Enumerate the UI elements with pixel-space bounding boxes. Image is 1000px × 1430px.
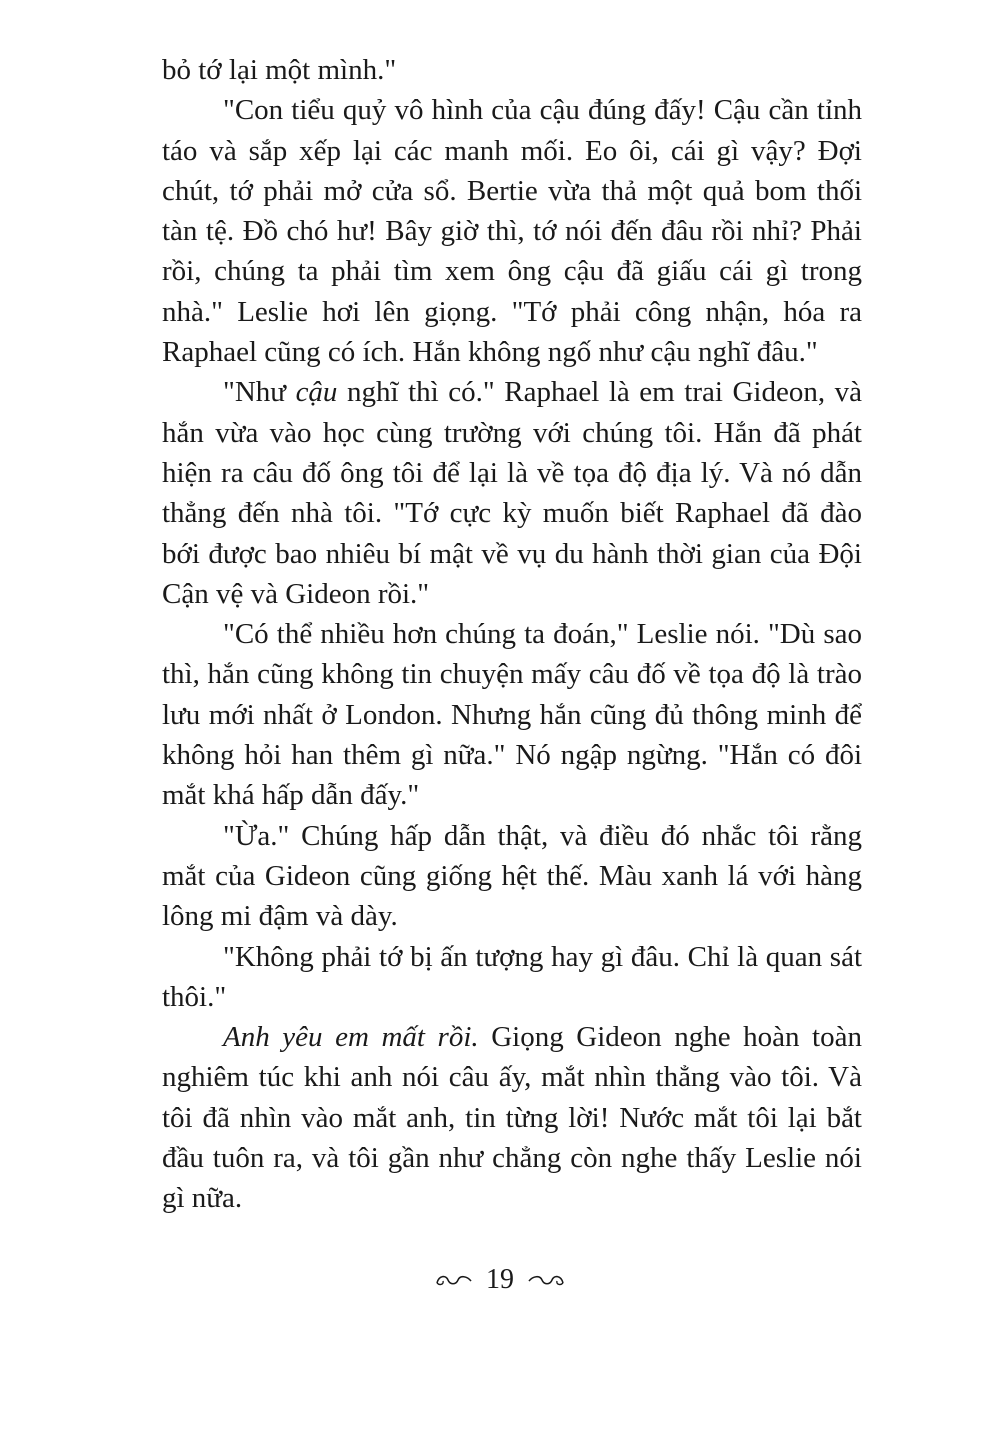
text-run: Giọng Gideon nghe hoàn toàn nghiêm túc khi anh nói câu ấy, mắt nhìn thẳng vào tôi. Và tôi đã nhìn vào mắt anh, tin từng lời! Nước mắt tôi lại bắt đầu tuôn ra, và tôi gần như chẳng còn nghe thấy Leslie nói gì nữa.	[162, 1021, 862, 1215]
text-run: bỏ tớ lại một mình."	[162, 54, 397, 86]
page-number: 19	[486, 1263, 514, 1295]
text-run: "Ừa." Chúng hấp dẫn thật, và điều đó nhắc tôi rằng mắt của Gideon cũng giống hệt thế. Màu xanh lá với hàng lông mi đậm và dày.	[162, 819, 862, 933]
paragraph	[162, 1017, 862, 1218]
paragraph	[162, 90, 862, 372]
swirl-ornament-right-icon	[526, 1272, 566, 1288]
paragraph	[162, 50, 862, 90]
text-run: "Có thể nhiều hơn chúng ta đoán," Leslie nói. "Dù sao thì, hắn cũng không tin chuyện mấy câu đố về tọa độ là trào lưu mới nhất ở London. Nhưng hắn cũng đủ thông minh để không hỏi han thêm gì nữa." Nó ngập ngừng. "Hắn có đôi mắt khá hấp dẫn đấy."	[162, 618, 862, 812]
body-text	[162, 50, 862, 1219]
paragraph	[162, 614, 862, 815]
text-run: "Không phải tớ bị ấn tượng hay gì đâu. Chỉ là quan sát thôi."	[162, 940, 862, 1013]
text-run: "Con tiểu quỷ vô hình của cậu đúng đấy! Cậu cần tỉnh táo và sắp xếp lại các manh mối. Eo ôi, cái gì vậy? Đợi chút, tớ phải mở cửa sổ. Bertie vừa thả một quả bom thối tàn tệ. Đồ chó hư! Bây giờ thì, tớ nói đến đâu rồi nhỉ? Phải rồi, chúng ta phải tìm xem ông cậu đã giấu cái gì trong nhà." Leslie hơi lên giọng. "Tớ phải công nhận, hóa ra Raphael cũng có ích. Hắn không ngố như cậu nghĩ đâu."	[162, 94, 862, 369]
paragraph	[162, 372, 862, 614]
text-run: "Như	[223, 376, 296, 409]
swirl-ornament-left-icon	[434, 1272, 474, 1288]
italic-text-run: cậu	[295, 376, 338, 409]
paragraph	[162, 937, 862, 1018]
paragraph	[162, 816, 862, 937]
italic-text-run: Anh yêu em mất rồi.	[223, 1021, 479, 1054]
text-run: nghĩ thì có." Raphael là em trai Gideon, và hắn vừa vào học cùng trường với chúng tôi. Hắn đã phát hiện ra câu đố ông tôi để lại là về tọa độ địa lý. Và nó dẫn thẳng đến nhà tôi. "Tớ cực kỳ muốn biết Raphael đã đào bới được bao nhiêu bí mật về vụ du hành thời gian của Đội Cận vệ và Gideon rồi."	[162, 376, 863, 610]
page-footer	[0, 1262, 1000, 1296]
